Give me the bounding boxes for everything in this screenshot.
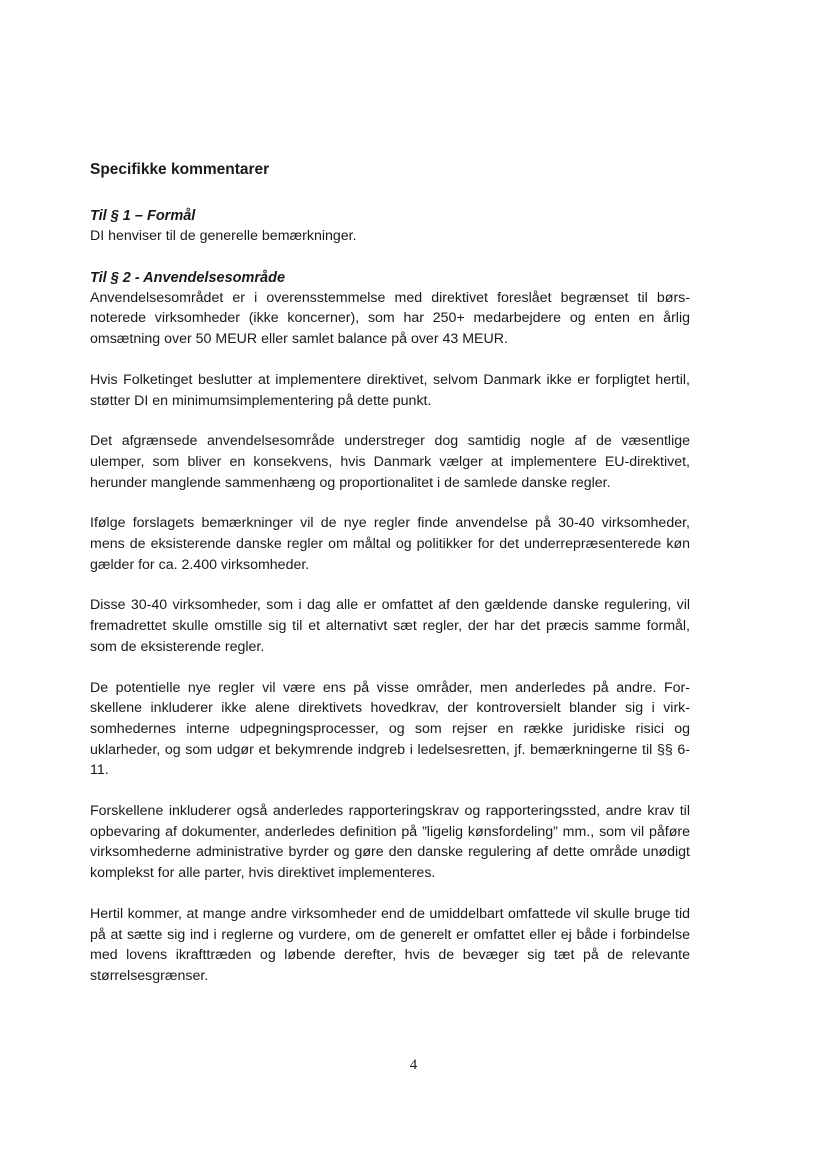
paragraph: Hvis Folketinget beslutter at implementere direktivet, selvom Danmark ikke er forpligtet hertil, støtter DI en minimumsimplementering på dette punkt.: [90, 371, 690, 409]
paragraph: De potentielle nye regler vil være ens på visse områder, men anderledes på andre. For-skellene inkluderer ikke alene direktivets hovedkrav, der kontroversielt blander sig i virk-somhedernes interne udpegningsprocesser, og som rejser en række juridiske risici og uklarheder, og som udgør et bekymrende indgreb i ledelsesretten, jf. bemærkningerne til §§ 6-11.: [90, 679, 690, 779]
section-2: [90, 268, 690, 987]
page-title: Specifikke kommentarer: [90, 161, 270, 178]
document-body: [90, 160, 690, 987]
section-heading: Til § 1 – Formål: [90, 208, 196, 224]
paragraph: DI henviser til de generelle bemærkninger.: [90, 228, 357, 244]
paragraph: Hertil kommer, at mange andre virksomheder end de umiddelbart omfattede vil skulle bruge tid på at sætte sig ind i reglerne og vurdere, om de generelt er omfattet eller ej både i forbindelse med lovens ikrafttræden og løbende derefter, hvis de bevæger sig tæt på de relevante størrelsesgrænser.: [90, 905, 690, 984]
paragraph: Forskellene inkluderer også anderledes rapporteringskrav og rapporteringssted, andre krav til opbevaring af dokumenter, anderledes definition på ”ligelig kønsfordeling” mm., som vil påføre virksomhederne administrative byrder og gøre den danske regulering af dette område unødigt komplekst for alle parter, hvis direktivet implementeres.: [90, 803, 690, 882]
paragraph: Det afgrænsede anvendelsesområde understreger dog samtidig nogle af de væsentlige ulemper, som bliver en konsekvens, hvis Danmark vælger at implementere EU-direktivet, herunder manglende sammenhæng og proportionalitet i de samlede danske regler.: [90, 433, 690, 491]
section-heading: Til § 2 - Anvendelsesområde: [90, 269, 286, 286]
paragraph: Disse 30-40 virksomheder, som i dag alle er omfattet af den gældende danske regulering, vil fremadrettet skulle omstille sig til et alternativt sæt regler, der har det præcis samme formål, som de eksisterende regler.: [90, 597, 690, 655]
paragraph: Anvendelsesområdet er i overensstemmelse med direktivet foreslået begrænset til børs-noterede virksomheder (ikke koncerner), som har 250+ medarbejdere og enten en årlig omsætning over 50 MEUR eller samlet balance på over 43 MEUR.: [90, 289, 690, 348]
section-1: [90, 206, 690, 247]
paragraph: Ifølge forslagets bemærkninger vil de nye regler finde anvendelse på 30-40 virksomheder, mens de eksisterende danske regler om måltal og politikker for det underrepræsenterede køn gælder for ca. 2.400 virksomheder.: [90, 515, 690, 573]
page-number: 4: [409, 1057, 418, 1073]
